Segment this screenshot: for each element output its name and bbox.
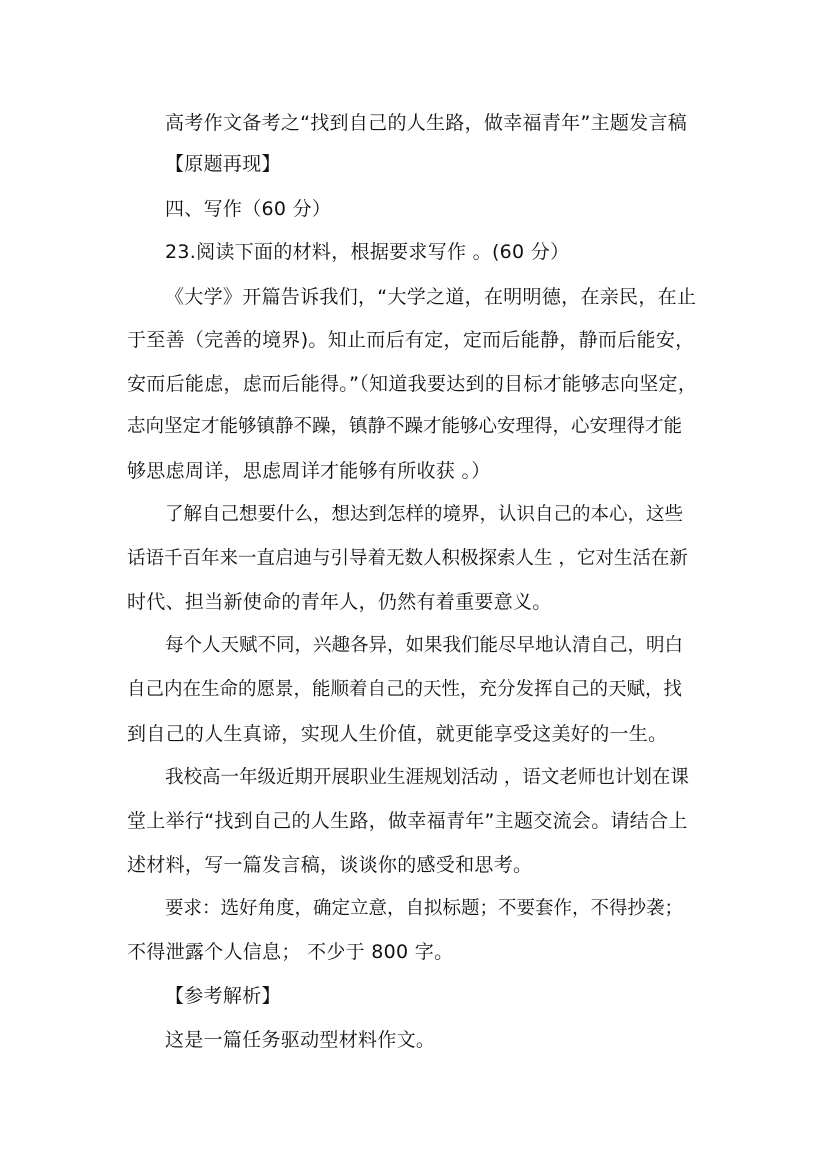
- para3-line-2: 自己内在生命的愿景，能顺着自己的天性，充分发挥自己的天赋，找: [127, 679, 683, 700]
- para2-line-2: 话语千百年来一直启迪与引导着无数人积极探索人生 ，它对生活在新: [127, 548, 688, 569]
- section-original-heading: 【原题再现】: [165, 153, 281, 175]
- para2-line-1: 了解自己想要什么，想达到怎样的境界，认识自己的本心，这些: [165, 504, 684, 525]
- para1-line-1: 《大学》开篇告诉我们，“大学之道，在明明德，在亲民，在止: [165, 286, 697, 308]
- requirements-line-1: 要求：选好角度，确定立意，自拟标题；不要套作，不得抄袭；: [165, 898, 684, 919]
- para1-line-2: 于至善（完善的境界)。知止而后有定，定而后能静，静而后能安，: [127, 329, 695, 351]
- para2-line-3: 时代、担当新使命的青年人，仍然有着重要意义。: [127, 591, 552, 613]
- para4-line-3: 述材料，写一篇发言稿，谈谈你的感受和思考。: [127, 854, 533, 876]
- para4-line-1: 我校高一年级近期开展职业生涯规划活动 ，语文老师也计划在课: [165, 767, 689, 788]
- para3-line-1: 每个人天赋不同，兴趣各异，如果我们能尽早地认清自己，明白: [165, 635, 684, 656]
- para1-line-4: 志向坚定才能够镇静不躁，镇静不躁才能够心安理得，心安理得才能: [127, 416, 683, 437]
- analysis-line: 这是一篇任务驱动型材料作文。: [165, 1029, 436, 1051]
- para3-line-3: 到自己的人生真谛，实现人生价值，就更能享受这美好的一生。: [127, 723, 668, 745]
- para1-line-3: 安而后能虑，虑而后能得。”（知道我要达到的目标才能够志向坚定，: [127, 373, 698, 395]
- document-title: 高考作文备考之“找到自己的人生路，做幸福青年”主题发言稿: [165, 112, 688, 134]
- section-analysis-heading: 【参考解析】: [165, 985, 281, 1007]
- para1-line-5: 够思虑周详，思虑周详才能够有所收获 。）: [127, 460, 491, 482]
- question-intro: 23.阅读下面的材料，根据要求写作 。(60 分）: [165, 241, 570, 263]
- para4-line-2: 堂上举行“找到自己的人生路，做幸福青年”主题交流会。请结合上: [127, 810, 688, 832]
- requirements-line-2: 不得泄露个人信息； 不少于 800 字。: [127, 941, 454, 963]
- part-heading: 四、写作（60 分）: [165, 198, 332, 220]
